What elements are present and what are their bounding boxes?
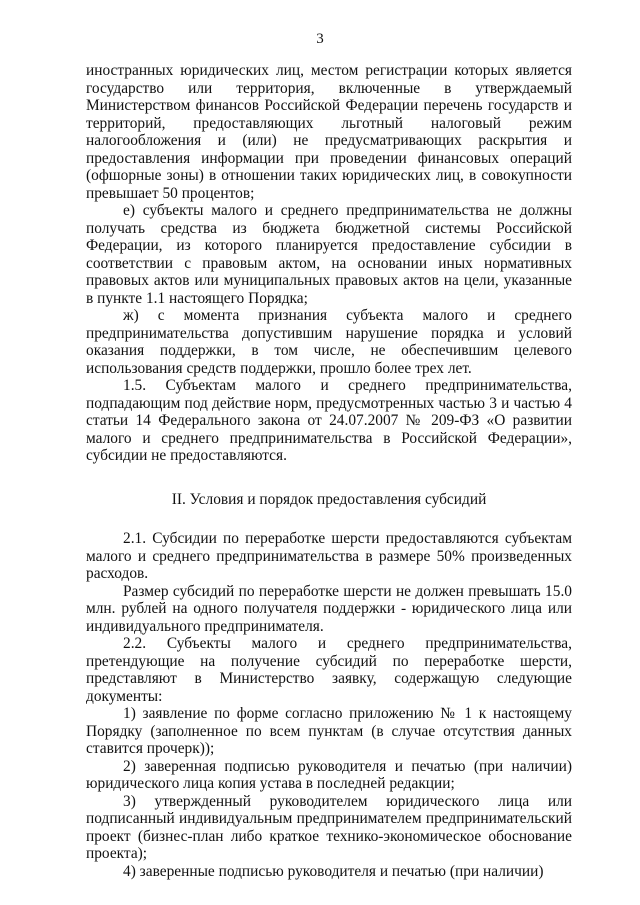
list-item-4: 4) заверенные подписью руководителя и печатью (при наличии) (123, 862, 544, 880)
list-item-1: 1) заявление по форме согласно приложению № 1 к настоящему Порядку (заполненное по всем пунктам (в случае отсутствия данных ставится прочерк)); (86, 705, 572, 757)
paragraph-item-e: е) субъекты малого и среднего предпринимательства не должны получать средства из бюджета бюджетной системы Российской Федерации, из которого планируется предоставление субсидии в соответствии с правовым актом, на основании иных нормативных правовых актов или муниципальных правовых актов на цели, указанные в пункте 1.1 настоящего Порядка; (86, 202, 572, 307)
paragraph-2-2: 2.2. Субъекты малого и среднего предпринимательства, претендующие на получение субсидий по переработке шерсти, представляют в Министерство заявку, содержащую следующие документы: (86, 635, 572, 705)
paragraph-2-1: 2.1. Субсидии по переработке шерсти предоставляются субъектам малого и среднего предпринимательства в размере 50% произведенных расходов. (86, 530, 572, 582)
page-number: 3 (316, 31, 324, 47)
paragraph-subsidy-limit: Размер субсидий по переработке шерсти не должен превышать 15.0 млн. рублей на одного получателя поддержки - юридического лица или индивидуального предпринимателя. (86, 582, 572, 635)
paragraph-item-zh: ж) с момента признания субъекта малого и среднего предпринимательства допустившим нарушение порядка и условий оказания поддержки, в том числе, не обеспечившим целевого использования средств поддержки, прошло более трех лет. (86, 307, 572, 377)
document-body (86, 62, 572, 880)
list-item-3: 3) утвержденный руководителем юридического лица или подписанный индивидуальным предпринимателем предпринимательский проект (бизнес-план либо краткое технико-экономическое обоснование проекта); (86, 792, 572, 862)
section-heading: II. Условия и порядок предоставления субсидий (171, 490, 487, 508)
paragraph-1-5: 1.5. Субъектам малого и среднего предпринимательства, подпадающим под действие норм, предусмотренных частью 3 и частью 4 статьи 14 Федерального закона от 24.07.2007 № 209-ФЗ «О развитии малого и среднего предпринимательства в Российской Федерации», субсидии не предоставляются. (86, 377, 572, 464)
list-item-2: 2) заверенная подписью руководителя и печатью (при наличии) юридического лица копия устава в последней редакции; (86, 757, 572, 792)
paragraph-offshore-continuation: иностранных юридических лиц, местом регистрации которых является государство или территория, включенные в утверждаемый Министерством финансов Российской Федерации перечень государств и территорий, предоставляющих льготный налоговый режим налогообложения и (или) не предусматривающих раскрытия и предоставления информации при проведении финансовых операций (офшорные зоны) в отношении таких юридических лиц, в совокупности превышает 50 процентов; (86, 62, 572, 202)
